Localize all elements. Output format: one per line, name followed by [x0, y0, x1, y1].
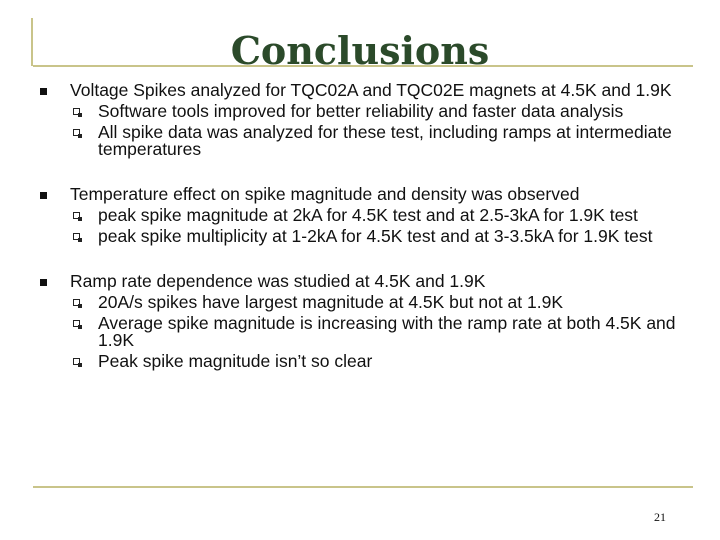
sub-bullet-text: peak spike multiplicity at 1-2kA for 4.5K test and at 3-3.5kA for 1.9K test [98, 226, 653, 246]
sub-bullet-item [98, 294, 690, 311]
square-bullet-icon [40, 192, 47, 199]
sub-bullet-text: Software tools improved for better reliability and faster data analysis [98, 101, 624, 121]
slide-title: Conclusions [230, 28, 490, 73]
sub-bullet-text: Average spike magnitude is increasing with the ramp rate at both 4.5K and 1.9K [98, 313, 676, 350]
square-bullet-icon [40, 279, 47, 286]
sub-bullet-text: All spike data was analyzed for these test, including ramps at intermediate temperatures [98, 122, 672, 159]
shadowed-box-bullet-icon [73, 108, 80, 115]
sub-bullet-item [98, 228, 690, 245]
footer-line [33, 486, 693, 488]
shadowed-box-bullet-icon [73, 233, 80, 240]
sub-bullet-item [98, 207, 690, 224]
shadowed-box-bullet-icon [73, 358, 80, 365]
sub-bullet-text: 20A/s spikes have largest magnitude at 4.5K but not at 1.9K [98, 292, 564, 312]
bullet-item [40, 273, 690, 370]
bullet-item [40, 82, 690, 158]
bullet-list [40, 82, 690, 370]
shadowed-box-bullet-icon [73, 212, 80, 219]
sub-bullet-text: peak spike magnitude at 2kA for 4.5K test and at 2.5-3kA for 1.9K test [98, 205, 638, 225]
bullet-item [40, 186, 690, 245]
sub-bullet-item [98, 315, 690, 349]
shadowed-box-bullet-icon [73, 299, 80, 306]
shadowed-box-bullet-icon [73, 129, 80, 136]
bullet-text: Ramp rate dependence was studied at 4.5K and 1.9K [70, 271, 486, 291]
shadowed-box-bullet-icon [73, 320, 80, 327]
sub-bullet-text: Peak spike magnitude isn’t so clear [98, 351, 373, 371]
bullet-text: Voltage Spikes analyzed for TQC02A and TQC02E magnets at 4.5K and 1.9K [70, 80, 672, 100]
sub-bullet-item [98, 124, 690, 158]
square-bullet-icon [40, 88, 47, 95]
sub-bullet-item [98, 103, 690, 120]
page-number: 21 [654, 510, 666, 524]
bullet-text: Temperature effect on spike magnitude and density was observed [70, 184, 580, 204]
sub-bullet-item [98, 353, 690, 370]
